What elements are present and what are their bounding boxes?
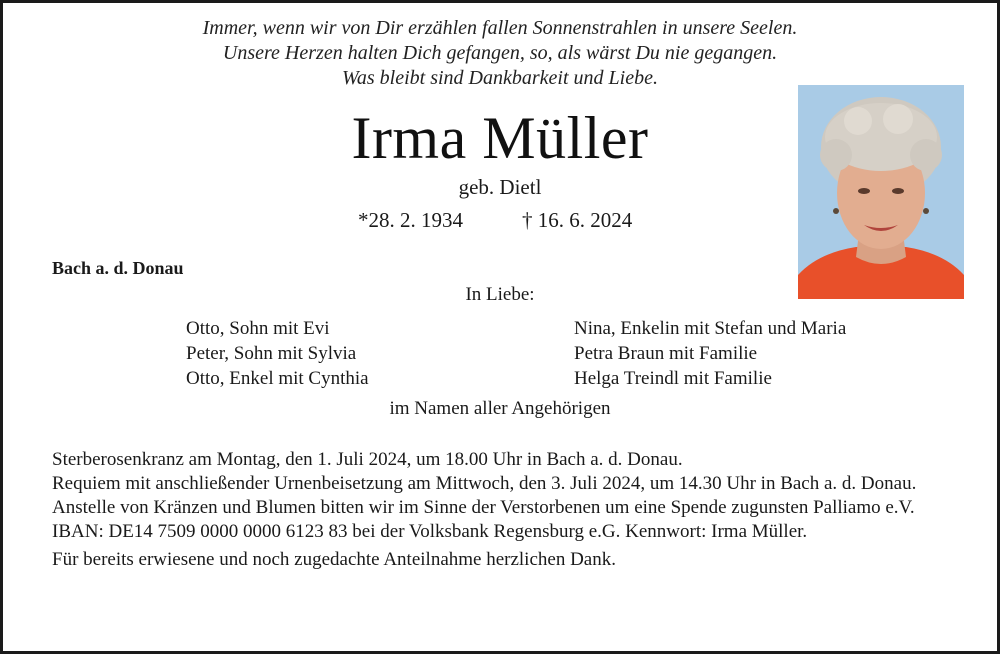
mourner-entry: Helga Treindl mit Familie [574,368,772,389]
mourner-entry: Nina, Enkelin mit Stefan und Maria [574,318,847,339]
requiem-text: Requiem mit anschließender Urnenbeisetzung am Mittwoch, den 3. Juli 2024, um 14.30 Uhr in Bach a. d. Donau. [52,473,917,494]
death-date: † 16. 6. 2024 [522,208,633,232]
mourner-entry: Otto, Enkel mit Cynthia [186,368,369,389]
mourners-closing: im Namen aller Angehörigen [389,398,611,419]
service-details [52,448,952,572]
deceased-name: Irma Müller [351,105,649,171]
donation-text: Anstelle von Kränzen und Blumen bitten wir im Sinne der Verstorbenen um eine Spende zugunsten Palliamo e.V. IBAN: DE14 7509 0000 0000 6123 83 bei der Volksbank Regensburg e.G. Kennwort: Irma Müller. [52,497,915,542]
motto-line-3: Was bleibt sind Dankbarkeit und Liebe. [342,67,658,89]
mourner-entry: Otto, Sohn mit Evi [186,318,330,339]
mourners-heading: In Liebe: [465,284,535,305]
rosary-text: Sterberosenkranz am Montag, den 1. Juli 2024, um 18.00 Uhr in Bach a. d. Donau. [52,449,683,470]
motto [0,16,1000,91]
mourner-entry: Peter, Sohn mit Sylvia [186,343,357,364]
mourner-entry: Petra Braun mit Familie [574,343,758,364]
mourners-right-column [574,316,846,391]
portrait-photo [798,85,964,299]
mourners-left-column [186,316,369,391]
birth-name: geb. Dietl [458,175,542,199]
motto-line-1: Immer, wenn wir von Dir erzählen fallen Sonnenstrahlen in unsere Seelen. [202,17,798,39]
motto-line-2: Unsere Herzen halten Dich gefangen, so, als wärst Du nie gegangen. [222,42,778,64]
thanks-text: Für bereits erwiesene und noch zugedachte Anteilnahme herzlichen Dank. [52,549,616,570]
place-label: Bach a. d. Donau [52,258,184,278]
birth-date: *28. 2. 1934 [358,208,463,232]
